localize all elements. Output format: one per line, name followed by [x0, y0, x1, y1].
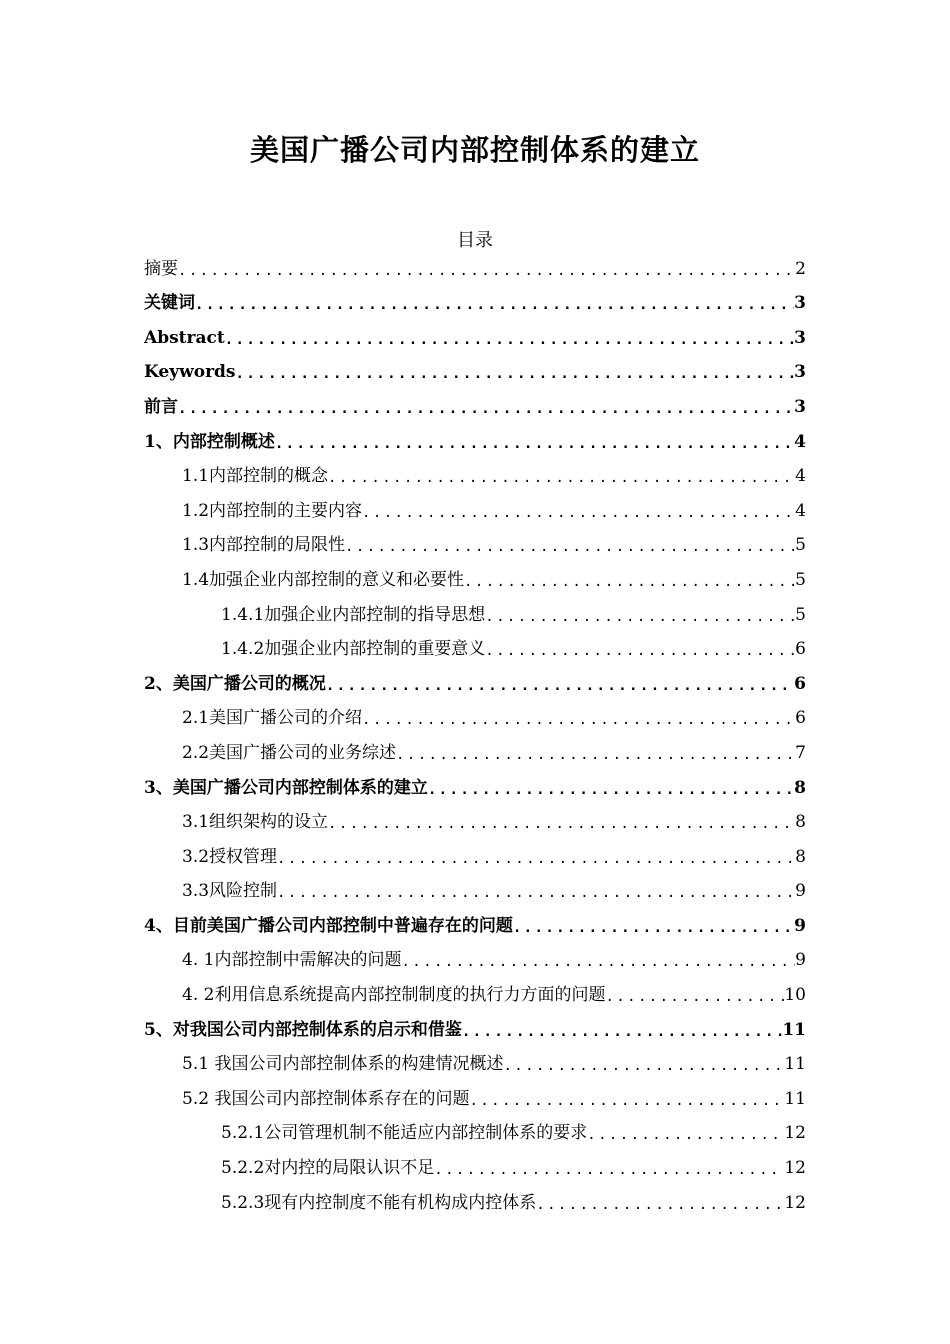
- toc-entry-label: 3.2授权管理: [182, 846, 278, 867]
- toc-entry[interactable]: [144, 594, 806, 629]
- toc-dot-leader: [178, 263, 795, 283]
- toc-entry-label: 3、美国广播公司内部控制体系的建立: [144, 777, 428, 798]
- toc-entry-label: 5.2.2对内控的局限认识不足: [221, 1158, 435, 1179]
- toc-entry-page-number: 9: [795, 881, 806, 902]
- toc-entry-label: 前言: [144, 396, 178, 417]
- toc-entry-label: 1.4加强企业内部控制的意义和必要性: [182, 569, 465, 590]
- toc-entry-label: 关键词: [144, 293, 195, 314]
- toc-dot-leader: [434, 1162, 784, 1182]
- toc-entry-page-number: 10: [784, 985, 806, 1006]
- toc-entry[interactable]: [144, 525, 806, 560]
- toc-entry[interactable]: [144, 386, 806, 421]
- toc-entry[interactable]: [144, 732, 806, 767]
- toc-entry-page-number: 5: [795, 604, 806, 625]
- toc-entry-page-number: 2: [795, 258, 806, 279]
- toc-entry-label: 1.4.1加强企业内部控制的指导思想: [221, 604, 486, 625]
- toc-dot-leader: [345, 539, 795, 559]
- toc-entry-label: 1.1内部控制的概念: [182, 466, 329, 487]
- toc-dot-leader: [485, 609, 795, 629]
- toc-entry[interactable]: [144, 767, 806, 802]
- toc-dot-leader: [605, 989, 784, 1009]
- toc-entry-label: 3.3风险控制: [182, 881, 278, 902]
- toc-entry-page-number: 11: [782, 1019, 806, 1040]
- toc-entry-label: 5.1 我国公司内部控制体系的构建情况概述: [182, 1054, 504, 1075]
- toc-entry-page-number: 8: [795, 812, 806, 833]
- toc-entry-page-number: 4: [794, 431, 806, 452]
- table-of-contents: [144, 248, 806, 1217]
- toc-entry-label: 1、内部控制概述: [144, 431, 275, 452]
- toc-entry-label: 4. 2利用信息系统提高内部控制制度的执行力方面的问题: [182, 985, 606, 1006]
- toc-entry-page-number: 9: [794, 915, 806, 936]
- toc-dot-leader: [362, 505, 795, 525]
- toc-entry[interactable]: [144, 836, 806, 871]
- toc-dot-leader: [178, 401, 794, 421]
- toc-entry-page-number: 4: [795, 500, 806, 521]
- toc-entry-page-number: 11: [784, 1054, 806, 1075]
- toc-dot-leader: [428, 782, 794, 802]
- toc-entry-page-number: 8: [794, 777, 806, 798]
- toc-entry-page-number: 6: [795, 639, 806, 660]
- toc-entry-page-number: 3: [794, 293, 806, 314]
- toc-entry[interactable]: [144, 974, 806, 1009]
- toc-entry[interactable]: [144, 1182, 806, 1217]
- toc-entry-label: 5、对我国公司内部控制体系的启示和借鉴: [144, 1019, 462, 1040]
- toc-entry[interactable]: [144, 940, 806, 975]
- toc-entry-page-number: 5: [795, 569, 806, 590]
- toc-entry[interactable]: [144, 456, 806, 491]
- toc-dot-leader: [503, 1058, 784, 1078]
- toc-entry[interactable]: [144, 1113, 806, 1148]
- toc-entry-page-number: 12: [784, 1123, 806, 1144]
- toc-dot-leader: [235, 366, 794, 386]
- toc-entry-page-number: 6: [794, 673, 806, 694]
- toc-dot-leader: [277, 851, 795, 871]
- toc-entry-label: 摘要: [144, 258, 178, 279]
- document-title: 美国广播公司内部控制体系的建立: [249, 133, 700, 167]
- toc-entry[interactable]: [144, 663, 806, 698]
- toc-entry-label: 5.2 我国公司内部控制体系存在的问题: [182, 1088, 470, 1109]
- toc-entry-label: 2.2美国广播公司的业务综述: [182, 742, 397, 763]
- toc-entry-label: 1.4.2加强企业内部控制的重要意义: [221, 639, 486, 660]
- toc-dot-leader: [275, 436, 794, 456]
- toc-dot-leader: [536, 1197, 784, 1217]
- toc-entry-label: 2.1美国广播公司的介绍: [182, 708, 363, 729]
- toc-entry-page-number: 12: [784, 1192, 806, 1213]
- toc-entry-page-number: 6: [795, 708, 806, 729]
- toc-dot-leader: [326, 678, 794, 698]
- toc-entry-label: 5.2.3现有内控制度不能有机构成内控体系: [221, 1192, 537, 1213]
- toc-entry-page-number: 11: [784, 1088, 806, 1109]
- toc-entry-label: 3.1组织架构的设立: [182, 812, 329, 833]
- toc-entry-page-number: 4: [795, 466, 806, 487]
- toc-dot-leader: [396, 747, 795, 767]
- toc-entry-label: 2、美国广播公司的概况: [144, 673, 326, 694]
- toc-dot-leader: [469, 1093, 784, 1113]
- toc-entry[interactable]: [144, 559, 806, 594]
- toc-entry-page-number: 8: [795, 846, 806, 867]
- toc-dot-leader: [513, 920, 794, 940]
- toc-dot-leader: [195, 297, 794, 317]
- toc-entry-page-number: 9: [795, 950, 806, 971]
- toc-entry-label: 1.3内部控制的局限性: [182, 535, 346, 556]
- toc-entry-page-number: 5: [795, 535, 806, 556]
- toc-entry[interactable]: [144, 1044, 806, 1079]
- toc-dot-leader: [587, 1127, 784, 1147]
- toc-entry[interactable]: [144, 317, 806, 352]
- toc-entry-label: 1.2内部控制的主要内容: [182, 500, 363, 521]
- toc-entry[interactable]: [144, 352, 806, 387]
- toc-entry-page-number: 12: [784, 1158, 806, 1179]
- toc-entry[interactable]: [144, 698, 806, 733]
- toc-entry[interactable]: [144, 248, 806, 283]
- toc-entry-page-number: 3: [794, 327, 806, 348]
- toc-dot-leader: [485, 643, 795, 663]
- toc-entry-label: Abstract: [144, 327, 225, 348]
- toc-dot-leader: [277, 885, 795, 905]
- toc-dot-leader: [328, 470, 795, 490]
- toc-entry[interactable]: [144, 490, 806, 525]
- toc-entry-label: Keywords: [144, 362, 236, 383]
- toc-entry[interactable]: [144, 1078, 806, 1113]
- toc-entry-page-number: 7: [795, 742, 806, 763]
- toc-entry-label: 4、目前美国广播公司内部控制中普遍存在的问题: [144, 915, 513, 936]
- toc-entry-label: 5.2.1公司管理机制不能适应内部控制体系的要求: [221, 1123, 588, 1144]
- toc-entry[interactable]: [144, 421, 806, 456]
- toc-entry[interactable]: [144, 629, 806, 664]
- toc-entry[interactable]: [144, 871, 806, 906]
- toc-dot-leader: [464, 574, 795, 594]
- toc-entry[interactable]: [144, 1009, 806, 1044]
- toc-entry-label: 4. 1内部控制中需解决的问题: [182, 950, 402, 971]
- toc-dot-leader: [225, 332, 794, 352]
- toc-entry-page-number: 3: [794, 362, 806, 383]
- toc-entry[interactable]: [144, 1147, 806, 1182]
- toc-dot-leader: [328, 816, 795, 836]
- toc-dot-leader: [362, 712, 795, 732]
- toc-entry-page-number: 3: [794, 396, 806, 417]
- toc-entry[interactable]: [144, 905, 806, 940]
- toc-dot-leader: [462, 1024, 783, 1044]
- toc-entry[interactable]: [144, 283, 806, 318]
- toc-entry[interactable]: [144, 802, 806, 837]
- toc-dot-leader: [401, 954, 795, 974]
- toc-heading: 目录: [457, 230, 493, 251]
